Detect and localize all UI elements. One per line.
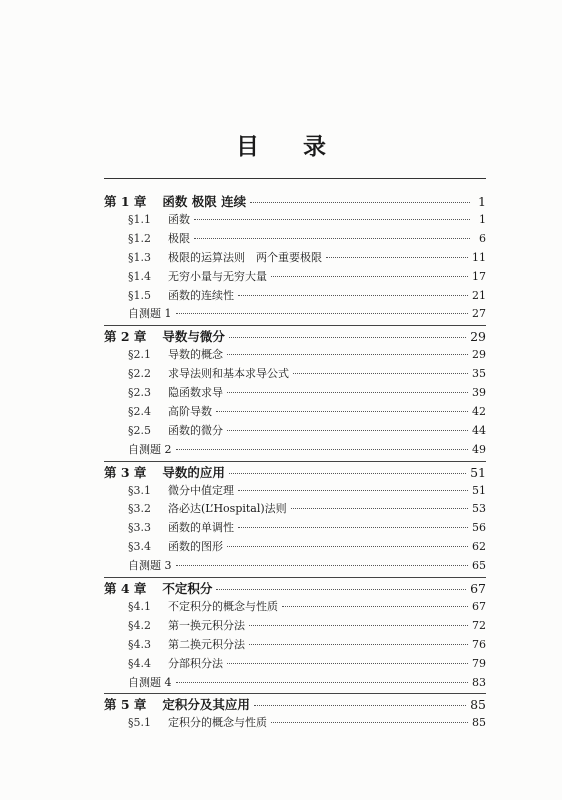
toc-test-row[interactable] (128, 441, 486, 459)
dot-leader (254, 705, 466, 706)
entry-title: 定积分及其应用 (162, 697, 250, 713)
page-number: 85 (470, 697, 486, 713)
page-number: 49 (472, 442, 486, 456)
page-number: 79 (472, 656, 486, 670)
toc-chapter-row[interactable] (104, 579, 486, 597)
toc-section-row[interactable] (128, 346, 486, 364)
chapter-divider (104, 325, 486, 326)
entry-title: 函数的连续性 (168, 288, 234, 302)
page-number: 11 (472, 250, 486, 264)
entry-title: 隐函数求导 (168, 386, 223, 399)
entry-number: §2.5 (128, 423, 151, 437)
entry-number: 第 4 章 (104, 581, 147, 596)
toc-section-row[interactable] (128, 617, 486, 635)
entry-title: 自测题 4 (128, 675, 172, 689)
dot-leader (291, 508, 468, 509)
page-number: 67 (472, 599, 486, 613)
toc-chapter-row[interactable] (104, 695, 486, 713)
page-number: 29 (470, 329, 486, 345)
entry-title: 导数的应用 (162, 464, 225, 480)
toc-section-row[interactable] (128, 211, 486, 229)
entry-title: 函数的图形 (168, 540, 223, 554)
chapter-divider (104, 693, 486, 694)
entry-number: §4.1 (128, 599, 151, 613)
dot-leader (271, 276, 468, 277)
toc-chapter-row[interactable] (104, 327, 486, 345)
entry-number: §4.3 (128, 637, 151, 651)
toc-section-row[interactable] (128, 287, 486, 305)
page-number: 44 (472, 423, 486, 437)
dot-leader (250, 202, 470, 203)
entry-title: 函数 极限 连续 (162, 194, 247, 209)
entry-title: 第一换元积分法 (168, 618, 245, 632)
dot-leader (176, 682, 469, 683)
dot-leader (194, 219, 470, 220)
page-title: 目 录 (235, 133, 344, 160)
dot-leader (227, 546, 468, 547)
page-number: 35 (472, 367, 486, 381)
entry-number: 第 5 章 (104, 697, 147, 713)
dot-leader (238, 527, 468, 528)
toc-section-row[interactable] (128, 500, 486, 518)
dot-leader (227, 354, 468, 355)
entry-title: 极限 (168, 231, 190, 245)
entry-title: 无穷小量与无穷大量 (168, 269, 267, 283)
entry-number: §1.5 (128, 288, 151, 302)
entry-title: 函数的微分 (168, 423, 223, 437)
entry-number: §3.3 (128, 521, 151, 535)
dot-leader (249, 644, 468, 645)
page-number: 6 (479, 231, 486, 245)
dot-leader (229, 337, 466, 338)
page-number: 62 (472, 540, 486, 554)
page-number: 76 (472, 637, 486, 651)
dot-leader (176, 449, 469, 450)
page-number: 83 (472, 675, 486, 689)
entry-number: §1.3 (128, 250, 151, 264)
page-number: 21 (472, 288, 486, 302)
dot-leader (227, 663, 468, 664)
dot-leader (194, 238, 470, 239)
toc-section-row[interactable] (128, 365, 486, 383)
entry-title: 函数的单调性 (168, 521, 234, 535)
entry-number: 第 2 章 (104, 329, 147, 345)
entry-title: 求导法则和基本求导公式 (168, 367, 289, 381)
dot-leader (293, 373, 468, 374)
entry-title: 导数与微分 (162, 329, 225, 345)
entry-number: 第 3 章 (104, 464, 147, 480)
toc-test-row[interactable] (128, 305, 486, 323)
toc-test-row[interactable] (128, 557, 486, 575)
dot-leader (227, 430, 468, 431)
page-number: 67 (470, 581, 486, 596)
dot-leader (238, 295, 468, 296)
page-number: 27 (472, 307, 486, 321)
toc-section-row[interactable] (128, 403, 486, 421)
page-number: 56 (472, 521, 486, 535)
page-number: 51 (470, 464, 486, 480)
toc-section-row[interactable] (128, 538, 486, 556)
entry-title: 不定积分 (162, 581, 213, 596)
chapter-divider (104, 461, 486, 462)
entry-title: 定积分的概念与性质 (168, 716, 267, 730)
entry-number: §2.1 (128, 348, 151, 362)
toc-section-row[interactable] (128, 636, 486, 654)
dot-leader (271, 722, 468, 723)
toc-section-row[interactable] (128, 598, 486, 616)
toc-section-row[interactable] (128, 422, 486, 440)
toc-section-row[interactable] (128, 249, 486, 267)
page-number: 53 (472, 502, 486, 516)
entry-number: §4.4 (128, 656, 151, 670)
entry-number: §2.3 (128, 386, 151, 399)
toc-section-row[interactable] (128, 519, 486, 537)
toc-section-row[interactable] (128, 230, 486, 248)
entry-number: 第 1 章 (104, 194, 147, 209)
toc-section-row[interactable] (128, 384, 486, 402)
entry-number: §2.4 (128, 404, 151, 418)
entry-title: 分部积分法 (168, 656, 223, 670)
entry-title: 高阶导数 (168, 404, 212, 418)
entry-title: 导数的概念 (168, 348, 223, 362)
entry-number: §3.2 (128, 502, 151, 516)
entry-title: 不定积分的概念与性质 (168, 599, 278, 613)
entry-number: §1.4 (128, 269, 151, 283)
page-number: 42 (472, 404, 486, 418)
entry-number: §1.1 (128, 212, 151, 226)
entry-number: §1.2 (128, 231, 151, 245)
entry-title: 自测题 2 (128, 442, 172, 456)
dot-leader (229, 473, 466, 474)
entry-number: §3.4 (128, 540, 151, 554)
toc-section-row[interactable] (128, 482, 486, 500)
toc-section-row[interactable] (128, 655, 486, 673)
page-number: 51 (472, 483, 486, 497)
page-number: 1 (479, 212, 486, 226)
dot-leader (176, 313, 469, 314)
dot-leader (216, 411, 468, 412)
entry-number: §2.2 (128, 367, 151, 381)
page-number: 17 (472, 269, 486, 283)
entry-title: 自测题 1 (128, 307, 172, 321)
page-number: 1 (478, 194, 486, 209)
entry-number: §4.2 (128, 618, 151, 632)
entry-title: 极限的运算法则 两个重要极限 (168, 250, 322, 264)
entry-title: 微分中值定理 (168, 483, 234, 497)
entry-number: §5.1 (128, 716, 151, 730)
dot-leader (227, 392, 468, 393)
dot-leader (238, 490, 468, 491)
dot-leader (326, 257, 468, 258)
chapter-divider (104, 577, 486, 578)
dot-leader (282, 606, 468, 607)
toc-chapter-row[interactable] (104, 192, 486, 210)
entry-title: 自测题 3 (128, 559, 172, 573)
entry-title: 函数 (168, 212, 190, 226)
page-number: 72 (472, 618, 486, 632)
toc-section-row[interactable] (128, 268, 486, 286)
toc-chapter-row[interactable] (104, 463, 486, 481)
page-number: 29 (472, 348, 486, 362)
entry-title: 洛必达(L’Hospital)法则 (168, 502, 287, 516)
page-number: 39 (472, 386, 486, 399)
dot-leader (176, 565, 469, 566)
page-number: 65 (472, 559, 486, 573)
entry-title: 第二换元积分法 (168, 637, 245, 651)
dot-leader (216, 589, 466, 590)
dot-leader (249, 625, 468, 626)
toc-section-row[interactable] (128, 714, 486, 732)
page-number: 85 (472, 716, 486, 730)
entry-number: §3.1 (128, 483, 151, 497)
toc-test-row[interactable] (128, 674, 486, 692)
title-rule (104, 178, 486, 179)
